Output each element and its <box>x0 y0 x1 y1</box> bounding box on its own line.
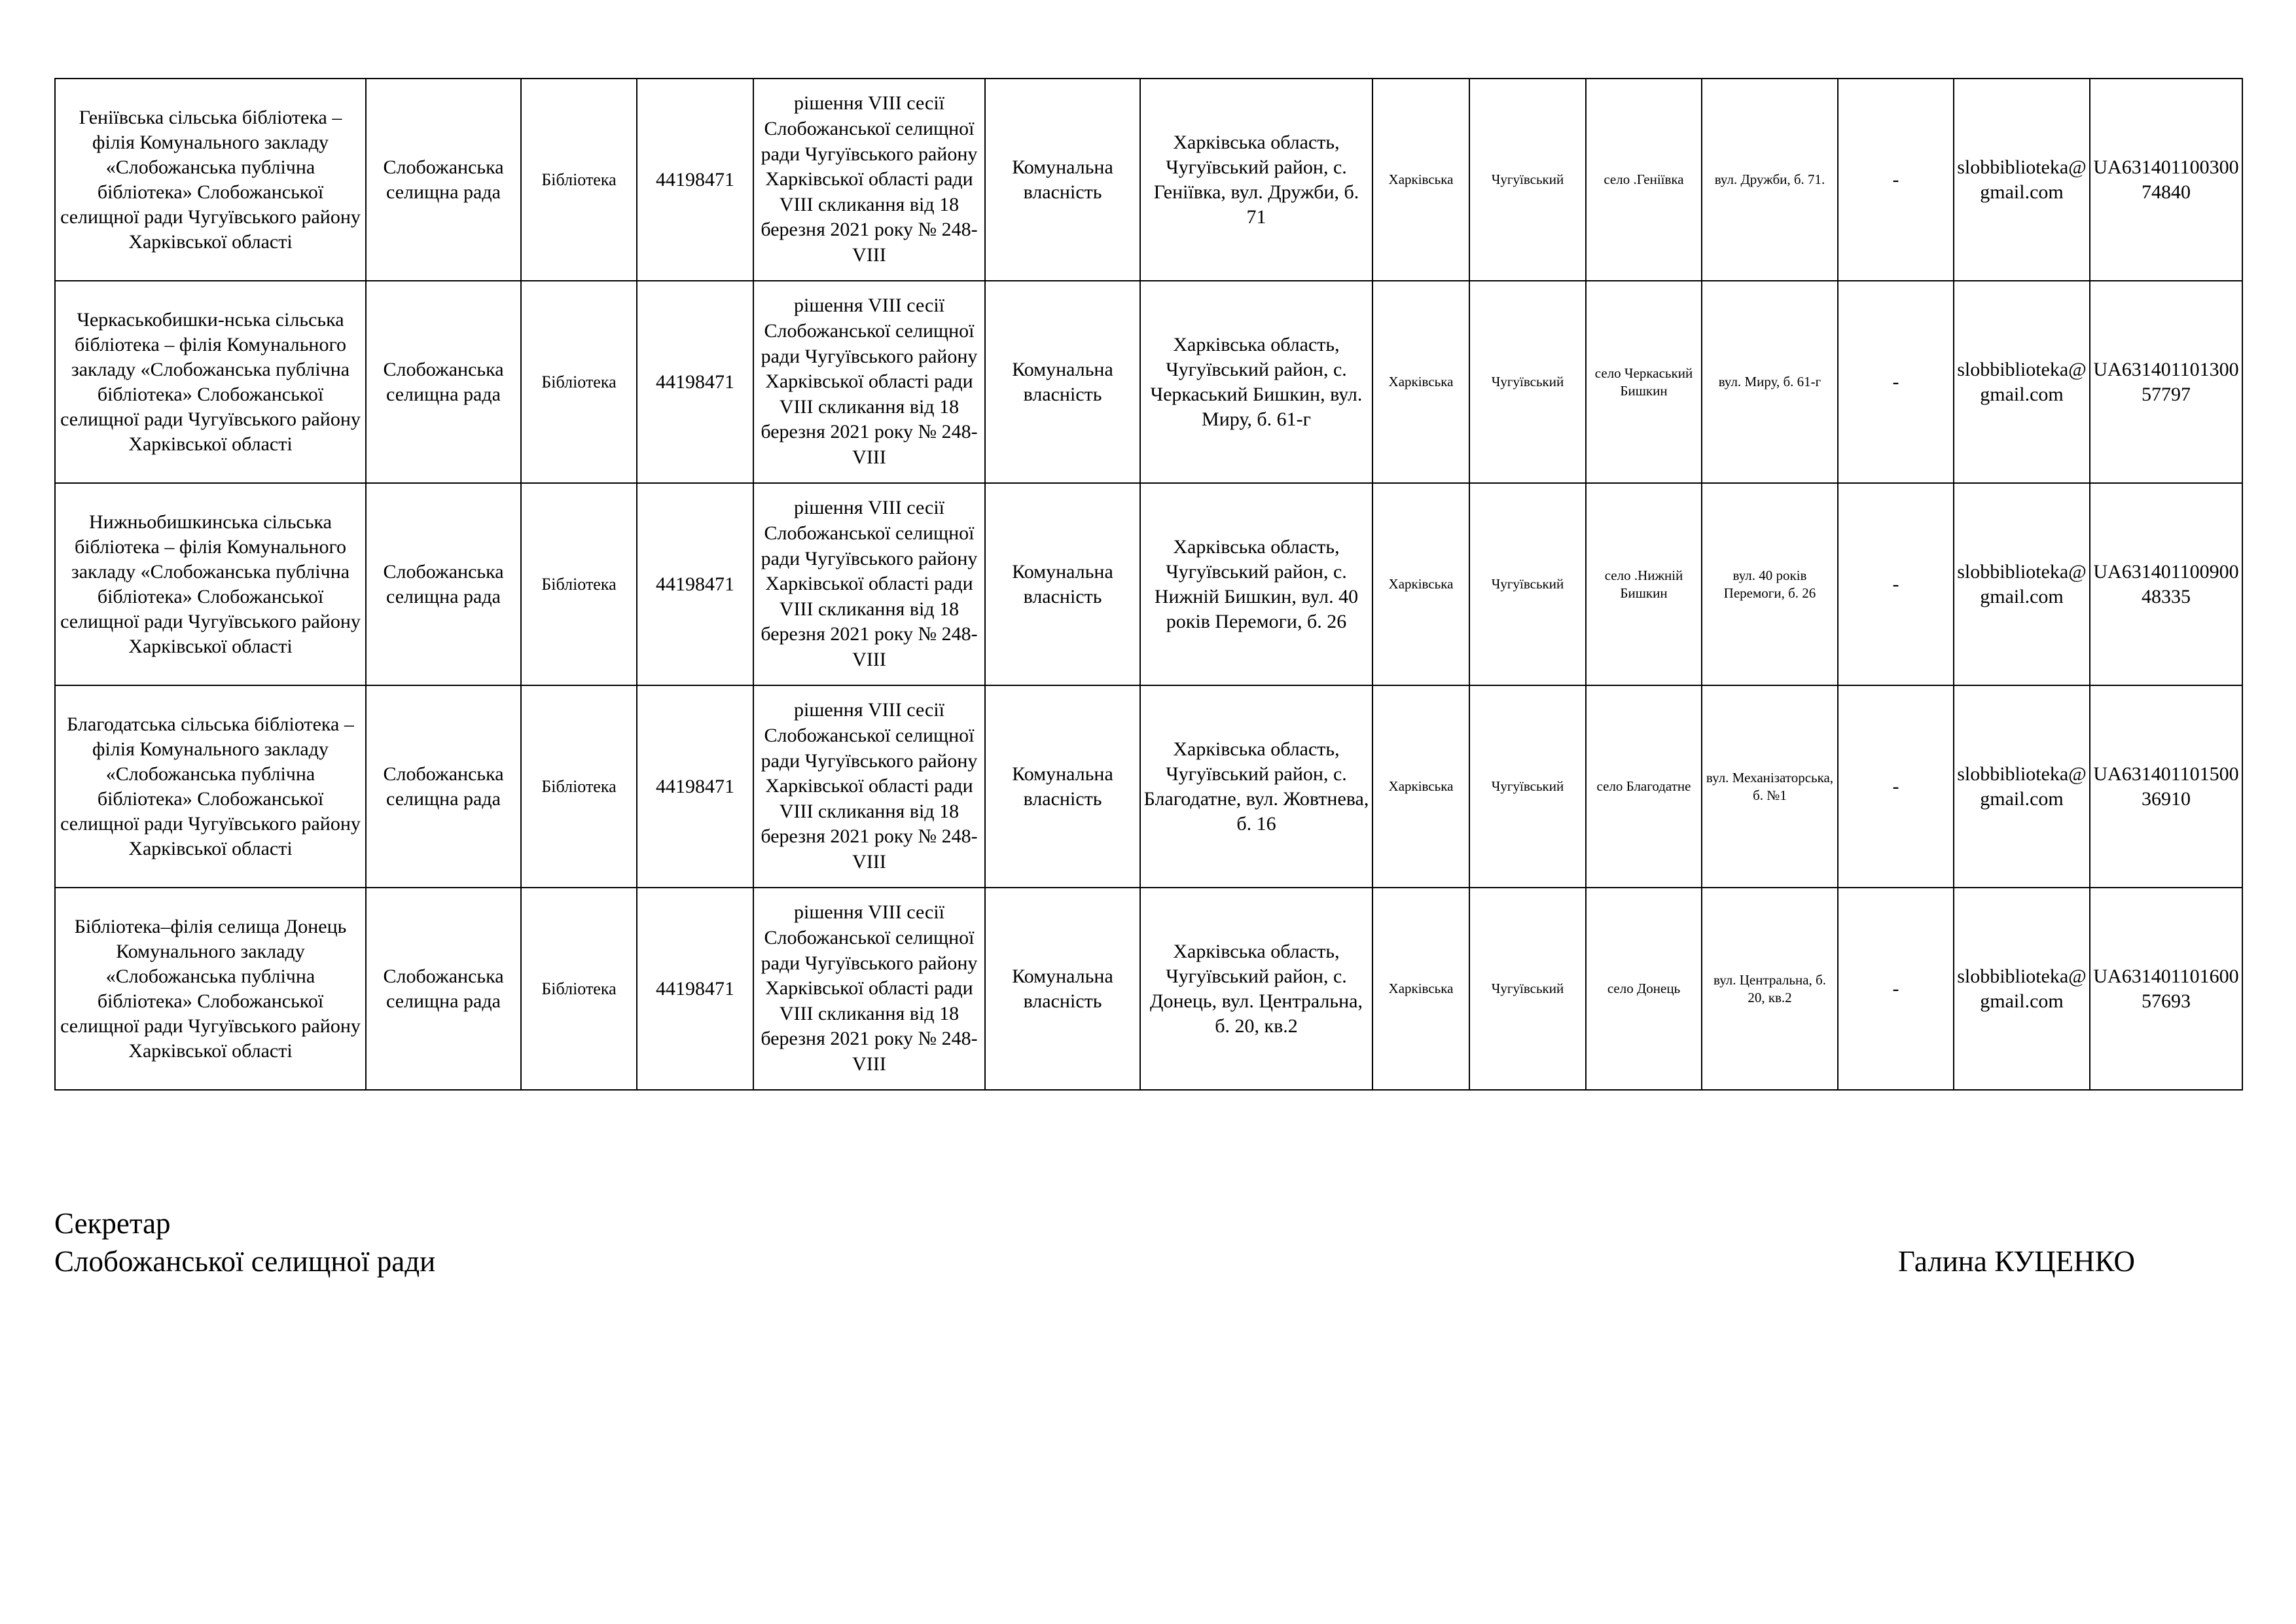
settlement-cell: село .Нижній Бишкин <box>1586 483 1702 685</box>
street-cell: вул. Механізаторська, б. №1 <box>1702 685 1838 888</box>
library-name-cell: Благодатська сільська бібліотека – філія Комунального закладу «Слобожанська публічна бібліотека» Слобожанської селищної ради Чугуївського району Харківської області <box>55 685 366 888</box>
founder-cell: Слобожанська селищна рада <box>366 281 521 483</box>
rayon-cell: Чугуївський <box>1469 888 1586 1090</box>
oblast-cell: Харківська <box>1372 483 1469 685</box>
rayon-cell: Чугуївський <box>1469 685 1586 888</box>
founding-decision-cell: рішення VIII сесії Слобожанської селищної ради Чугуївського району Харківської області ради VIII скликання від 18 березня 2021 року № 248-VIII <box>753 483 985 685</box>
property-form-cell: Комунальна власність <box>985 888 1140 1090</box>
institution-type-cell: Бібліотека <box>521 685 637 888</box>
katottg-code-cell: UA63140110030074840 <box>2090 79 2242 281</box>
founding-decision-cell: рішення VIII сесії Слобожанської селищної ради Чугуївського району Харківської області ради VIII скликання від 18 березня 2021 року № 248-VIII <box>753 685 985 888</box>
table-row <box>55 79 2242 281</box>
property-form-cell: Комунальна власність <box>985 79 1140 281</box>
address-cell: Харківська область, Чугуївський район, с. Геніївка, вул. Дружби, б. 71 <box>1140 79 1372 281</box>
founder-cell: Слобожанська селищна рада <box>366 685 521 888</box>
street-cell: вул. Дружби, б. 71. <box>1702 79 1838 281</box>
settlement-cell: село .Геніївка <box>1586 79 1702 281</box>
library-name-cell: Нижньобишкинська сільська бібліотека – філія Комунального закладу «Слобожанська публічна бібліотека» Слобожанської селищної ради Чугуївського району Харківської області <box>55 483 366 685</box>
property-form-cell: Комунальна власність <box>985 685 1140 888</box>
signatory-council: Слобожанської селищної ради <box>54 1245 436 1278</box>
email-cell: slobbiblioteka@gmail.com <box>1954 281 2090 483</box>
email-cell: slobbiblioteka@gmail.com <box>1954 483 2090 685</box>
oblast-cell: Харківська <box>1372 685 1469 888</box>
address-cell: Харківська область, Чугуївський район, с. Благодатне, вул. Жовтнева, б. 16 <box>1140 685 1372 888</box>
oblast-cell: Харківська <box>1372 888 1469 1090</box>
institution-type-cell: Бібліотека <box>521 483 637 685</box>
phone-cell: - <box>1838 888 1954 1090</box>
phone-cell: - <box>1838 79 1954 281</box>
table-row <box>55 483 2242 685</box>
email-cell: slobbiblioteka@gmail.com <box>1954 888 2090 1090</box>
street-cell: вул. 40 років Перемоги, б. 26 <box>1702 483 1838 685</box>
library-name-cell: Геніївська сільська бібліотека – філія Комунального закладу «Слобожанська публічна бібліотека» Слобожанської селищної ради Чугуївського району Харківської області <box>55 79 366 281</box>
institution-type-cell: Бібліотека <box>521 888 637 1090</box>
table-row <box>55 685 2242 888</box>
katottg-code-cell: UA63140110090048335 <box>2090 483 2242 685</box>
phone-cell: - <box>1838 281 1954 483</box>
edrpou-code-cell: 44198471 <box>637 888 753 1090</box>
katottg-code-cell: UA63140110160057693 <box>2090 888 2242 1090</box>
institution-type-cell: Бібліотека <box>521 79 637 281</box>
edrpou-code-cell: 44198471 <box>637 483 753 685</box>
institution-type-cell: Бібліотека <box>521 281 637 483</box>
oblast-cell: Харківська <box>1372 79 1469 281</box>
address-cell: Харківська область, Чугуївський район, с. Нижній Бишкин, вул. 40 років Перемоги, б. 26 <box>1140 483 1372 685</box>
address-cell: Харківська область, Чугуївський район, с. Донець, вул. Центральна, б. 20, кв.2 <box>1140 888 1372 1090</box>
table-row <box>55 281 2242 483</box>
email-cell: slobbiblioteka@gmail.com <box>1954 685 2090 888</box>
library-name-cell: Черкаськобишки-нська сільська бібліотека – філія Комунального закладу «Слобожанська публічна бібліотека» Слобожанської селищної ради Чугуївського району Харківської області <box>55 281 366 483</box>
founder-cell: Слобожанська селищна рада <box>366 483 521 685</box>
rayon-cell: Чугуївський <box>1469 79 1586 281</box>
library-name-cell: Бібліотека–філія селища Донець Комунального закладу «Слобожанська публічна бібліотека» Слобожанської селищної ради Чугуївського району Харківської області <box>55 888 366 1090</box>
email-cell: slobbiblioteka@gmail.com <box>1954 79 2090 281</box>
edrpou-code-cell: 44198471 <box>637 685 753 888</box>
settlement-cell: село Донець <box>1586 888 1702 1090</box>
property-form-cell: Комунальна власність <box>985 281 1140 483</box>
edrpou-code-cell: 44198471 <box>637 281 753 483</box>
street-cell: вул. Центральна, б. 20, кв.2 <box>1702 888 1838 1090</box>
katottg-code-cell: UA63140110150036910 <box>2090 685 2242 888</box>
signatory-position: Секретар <box>54 1207 171 1240</box>
settlement-cell: село Благодатне <box>1586 685 1702 888</box>
phone-cell: - <box>1838 483 1954 685</box>
settlement-cell: село Черкаський Бишкин <box>1586 281 1702 483</box>
founder-cell: Слобожанська селищна рада <box>366 888 521 1090</box>
signatory-name: Галина КУЦЕНКО <box>1898 1245 2135 1278</box>
rayon-cell: Чугуївський <box>1469 281 1586 483</box>
phone-cell: - <box>1838 685 1954 888</box>
rayon-cell: Чугуївський <box>1469 483 1586 685</box>
katottg-code-cell: UA63140110130057797 <box>2090 281 2242 483</box>
oblast-cell: Харківська <box>1372 281 1469 483</box>
founding-decision-cell: рішення VIII сесії Слобожанської селищної ради Чугуївського району Харківської області ради VIII скликання від 18 березня 2021 року № 248-VIII <box>753 281 985 483</box>
founder-cell: Слобожанська селищна рада <box>366 79 521 281</box>
edrpou-code-cell: 44198471 <box>637 79 753 281</box>
street-cell: вул. Миру, б. 61-г <box>1702 281 1838 483</box>
founding-decision-cell: рішення VIII сесії Слобожанської селищної ради Чугуївського району Харківської області ради VIII скликання від 18 березня 2021 року № 248-VIII <box>753 888 985 1090</box>
libraries-registry-table <box>54 78 2243 1091</box>
table-row <box>55 888 2242 1090</box>
founding-decision-cell: рішення VIII сесії Слобожанської селищної ради Чугуївського району Харківської області ради VIII скликання від 18 березня 2021 року № 248-VIII <box>753 79 985 281</box>
property-form-cell: Комунальна власність <box>985 483 1140 685</box>
address-cell: Харківська область, Чугуївський район, с. Черкаський Бишкин, вул. Миру, б. 61-г <box>1140 281 1372 483</box>
